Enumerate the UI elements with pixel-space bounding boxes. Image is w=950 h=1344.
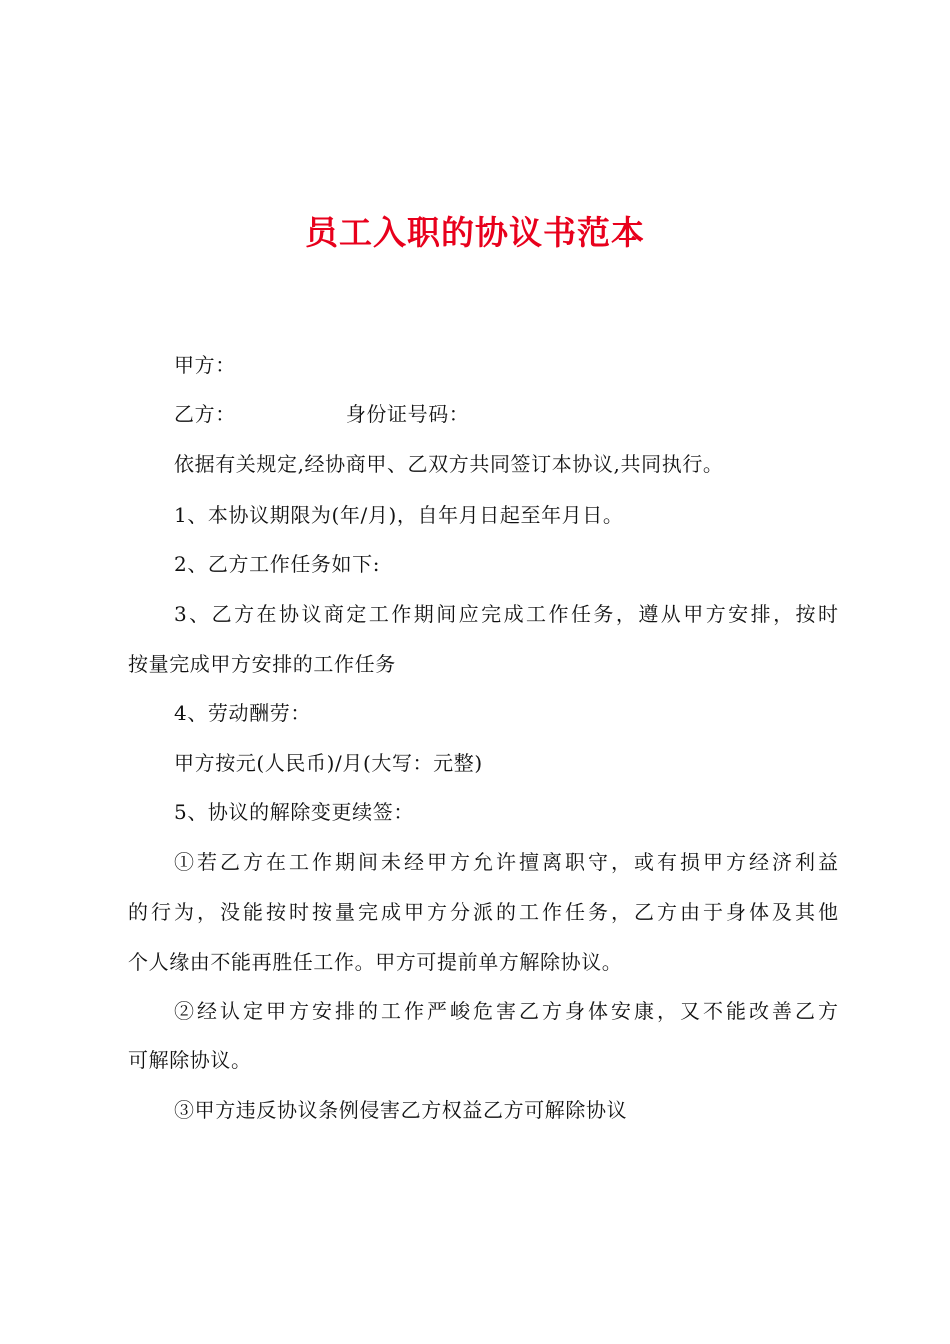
party-b-label: 乙方： — [174, 402, 236, 426]
item-1-line-1: ①若乙方在工作期间未经甲方允许擅离职守，或有损甲方经济利益 — [174, 850, 838, 874]
clause-4: 4、劳动酬劳： — [174, 701, 311, 725]
party-b-row — [174, 399, 838, 429]
item-2-line-1: ②经认定甲方安排的工作严峻危害乙方身体安康，又不能改善乙方 — [174, 999, 838, 1023]
party-a-label: 甲方： — [174, 353, 236, 377]
item-1-line-3: 个人缘由不能再胜任工作。甲方可提前单方解除协议。 — [128, 950, 623, 974]
id-number-label: 身份证号码： — [345, 402, 470, 426]
item-3: ③甲方违反协议条例侵害乙方权益乙方可解除协议 — [174, 1098, 628, 1122]
item-1-line-2: 的行为，没能按时按量完成甲方分派的工作任务，乙方由于身体及其他 — [128, 900, 838, 924]
document-title: 员工入职的协议书范本 — [305, 213, 645, 252]
clause-4-detail: 甲方按元(人民币)/月(大写：元整) — [174, 751, 483, 775]
intro-paragraph: 依据有关规定,经协商甲、乙双方共同签订本协议,共同执行。 — [174, 452, 724, 476]
clause-2: 2、乙方工作任务如下: — [174, 552, 381, 576]
item-2-line-2: 可解除协议。 — [128, 1048, 252, 1072]
clause-3-line-2: 按量完成甲方安排的工作任务 — [128, 652, 396, 676]
clause-3-line-1: 3、乙方在协议商定工作期间应完成工作任务，遵从甲方安排，按时 — [174, 602, 838, 626]
clause-5: 5、协议的解除变更续签： — [174, 800, 414, 824]
clause-1: 1、本协议期限为(年/月)，自年月日起至年月日。 — [174, 503, 624, 527]
